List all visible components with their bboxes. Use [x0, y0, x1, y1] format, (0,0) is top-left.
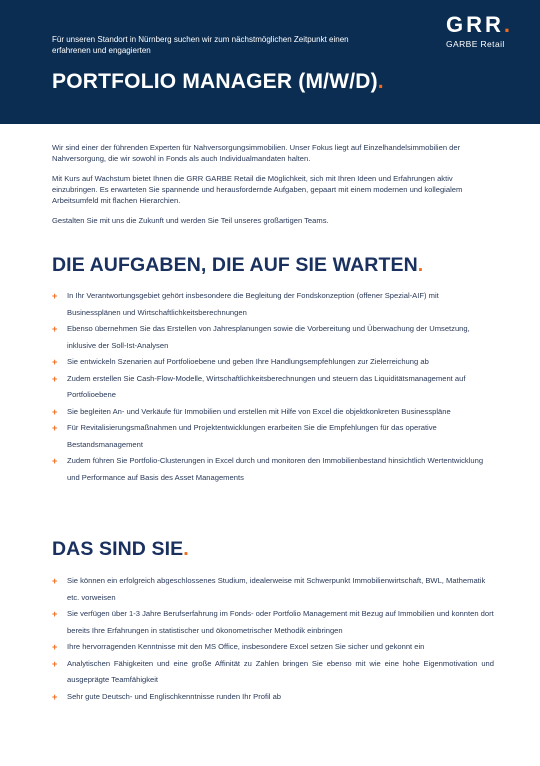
logo-letters: GRR [446, 12, 504, 37]
list-item [52, 371, 494, 404]
list-item-text: Für Revitalisierungsmaßnahmen und Projektentwicklungen erarbeiten Sie die Empfehlungen für das operative Bestandsmanagement [67, 423, 437, 449]
tasks-heading [52, 253, 423, 277]
plus-icon: + [52, 576, 58, 586]
list-item [52, 656, 494, 689]
job-title-dot: . [377, 70, 384, 93]
list-item-text: Sie begleiten An- und Verkäufe für Immobilien und erstellen mit Hilfe von Excel die objektkonkreten Businesspläne [67, 406, 451, 416]
list-item [52, 354, 494, 371]
list-item-text: Sie können ein erfolgreich abgeschlossenes Studium, idealerweise mit Schwerpunkt Immobilienwirtschaft, BWL, Mathematik etc. vorweisen [67, 576, 486, 602]
job-title [52, 69, 384, 95]
list-item-text: Analytischen Fähigkeiten und eine große Affinität zu Zahlen bringen Sie ebenso mit wie eine hohe Eigenmotivation und ausgeprägte Teamfähigkeit [67, 658, 494, 684]
profile-heading [52, 537, 189, 561]
intro-paragraph: Wir sind einer der führenden Experten für Nahversorgungsimmobilien. Unser Fokus liegt auf Einzelhandelsimmobilien der Nahversorgung, die wir sowohl in Fonds als auch Individualmandaten halten. [52, 143, 461, 164]
plus-icon: + [52, 658, 58, 669]
list-item [52, 573, 494, 606]
list-item-text: Sie entwickeln Szenarien auf Portfolioebene und geben Ihre Handlungsempfehlungen zur Zielerreichung ab [67, 357, 429, 366]
intro-paragraph: Mit Kurs auf Wachstum bietet Ihnen die GRR GARBE Retail die Möglichkeit, sich mit Ihren Ideen und Erfahrungen aktiv einzubringen. Es erwarteten Sie spannende und herausfordernde Aufgaben, gepaart mit einem modernen und kollegialem Arbeitsumfeld mit flachen Hierarchien. [52, 173, 463, 206]
list-item-text: Zudem führen Sie Portfolio-Clusterungen in Excel durch und monitoren den Immobilienbestand hinsichtlich Wertentwicklung und Performance auf Basis des Asset Managements [67, 456, 484, 482]
list-item-text: Zudem erstellen Sie Cash-Flow-Modelle, Wirtschaftlichkeitsberechnungen und steuern das Liquiditätsmanagement auf Portfolioebene [67, 373, 466, 399]
list-item [52, 453, 494, 486]
list-item [52, 404, 494, 421]
list-item [52, 639, 494, 656]
tasks-heading-text: DIE AUFGABEN, DIE AUF SIE WARTEN [52, 254, 418, 276]
header-banner [0, 0, 540, 124]
intro-text: Für unseren Standort in Nürnberg suchen wir zum nächstmöglichen Zeitpunkt einen erfahrenen und engagierten [52, 35, 349, 55]
logo-dot: . [503, 12, 514, 37]
logo-mark [446, 12, 524, 38]
plus-icon: + [52, 456, 58, 466]
list-item-text: Sie verfügen über 1-3 Jahre Berufserfahrung im Fonds- oder Portfolio Management mit Bezug auf Immobilien und konnten dort bereits Ihre Erfahrungen in statistischer und ökonometrischer Methodik einbringen [67, 609, 494, 635]
plus-icon: + [52, 642, 58, 652]
list-item-text: Sehr gute Deutsch- und Englischkenntnisse runden Ihr Profil ab [67, 691, 282, 701]
profile-heading-text: DAS SIND SIE [52, 538, 184, 560]
list-item [52, 689, 494, 706]
tasks-heading-dot: . [417, 254, 424, 276]
plus-icon: + [52, 609, 58, 619]
plus-icon: + [52, 291, 58, 301]
list-item [52, 288, 494, 321]
job-title-text: PORTFOLIO MANAGER (M/W/D) [52, 70, 378, 93]
intro-section [52, 142, 494, 235]
list-item [52, 321, 494, 354]
plus-icon: + [52, 691, 58, 702]
plus-icon: + [52, 357, 58, 367]
plus-icon: + [52, 406, 58, 417]
profile-heading-dot: . [183, 538, 189, 560]
profile-list [52, 573, 494, 705]
company-logo [446, 12, 524, 49]
list-item-text: Ihre hervorragenden Kenntnisse mit den MS Office, insbesondere Excel setzen Sie sicher und gekonnt ein [67, 642, 425, 651]
logo-subtitle: GARBE Retail [446, 39, 505, 49]
list-item [52, 606, 494, 639]
list-item-text: Ebenso übernehmen Sie das Erstellen von Jahresplanungen sowie die Vorbereitung und Überwachung der Umsetzung, inklusive der Soll-Ist-Analysen [67, 324, 470, 350]
plus-icon: + [52, 423, 58, 433]
intro-paragraph: Gestalten Sie mit uns die Zukunft und werden Sie Teil unseres großartigen Teams. [52, 216, 329, 226]
plus-icon: + [52, 373, 58, 384]
tasks-list [52, 288, 494, 486]
list-item [52, 420, 494, 453]
list-item-text: In Ihr Verantwortungsgebiet gehört insbesondere die Begleitung der Fondskonzeption (offener Spezial-AIF) mit Businessplänen und Wirtschaftlichkeitsberechnungen [67, 291, 439, 317]
plus-icon: + [52, 324, 58, 334]
